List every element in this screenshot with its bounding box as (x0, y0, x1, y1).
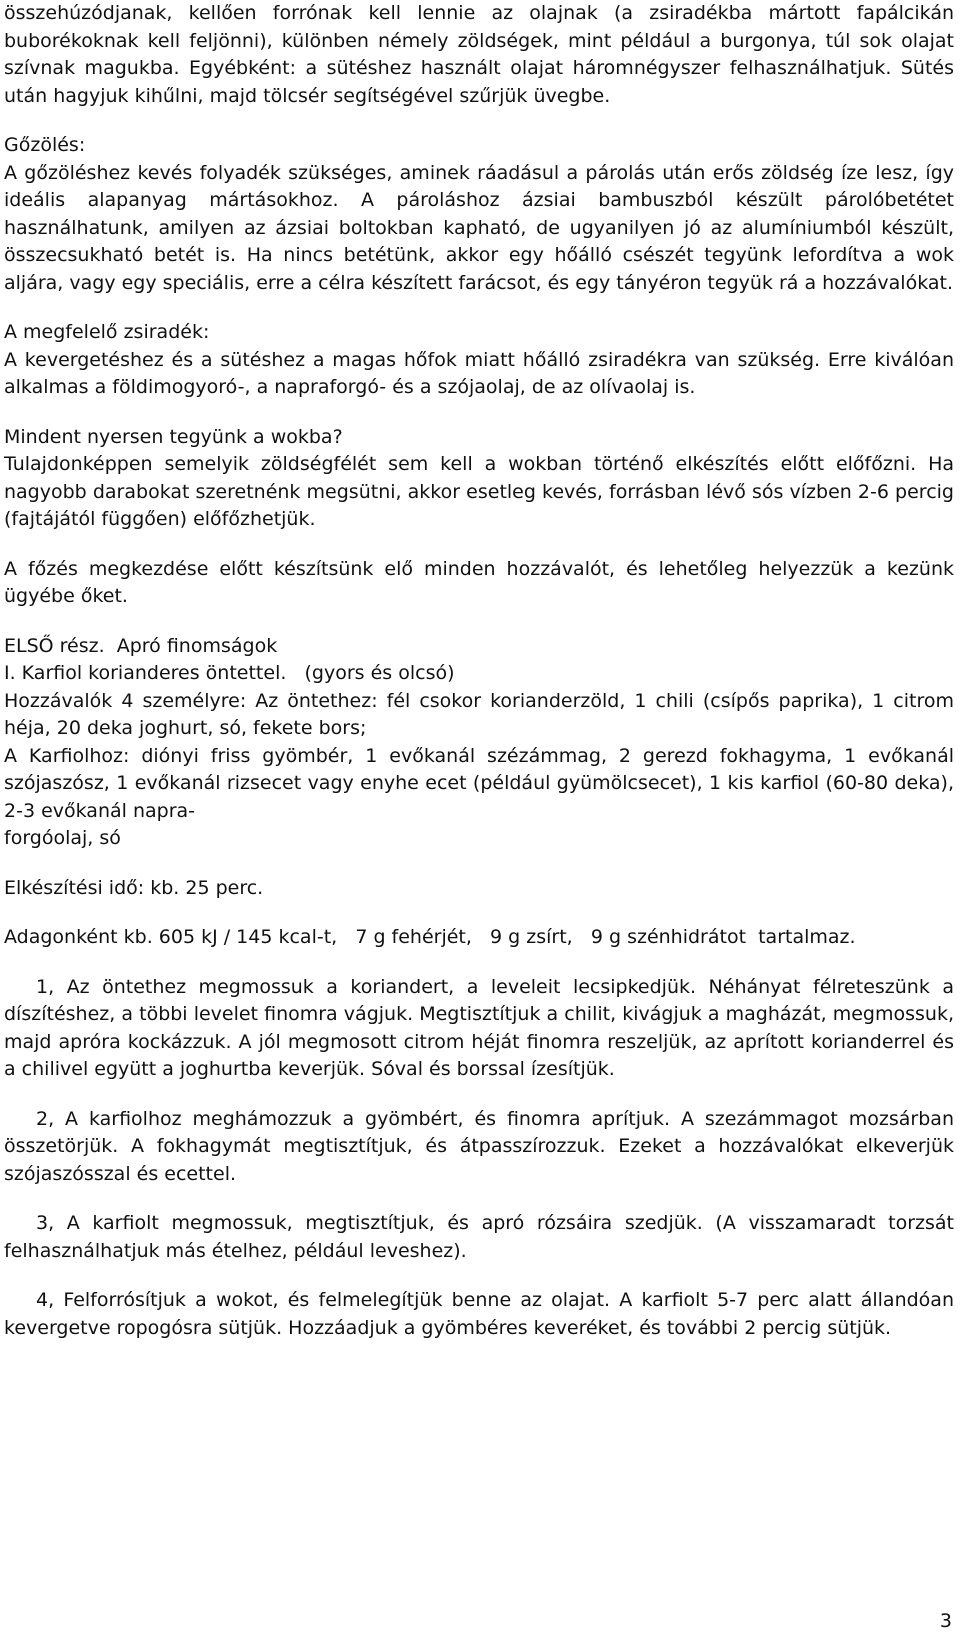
step-4: 4, Felforrósítjuk a wokot, és felmelegítjük benne az olajat. A karfiolt 5-7 perc alatt állandóan kevergetve ropogósra sütjük. Hozzáadjuk a gyömbéres keveréket, és további 2 percig sütjük. (4, 1289, 954, 1339)
raw-paragraph: Tulajdonképpen semelyik zöldségfélét sem kell a wokban történő elkészítés előtt előfőzni. Ha nagyobb darabokat szeretnénk megsütni, akkor esetleg kevés, forrásban lévő sós vízben 2-6 percig (fajtájától függően) előfőzhetjük. (4, 453, 954, 530)
prep-time: Elkészítési idő: kb. 25 perc. (4, 876, 264, 899)
ingredients-cauliflower-end: forgóolaj, só (4, 827, 121, 849)
page-number: 3 (939, 1610, 952, 1632)
step-2: 2, A karfiolhoz meghámozzuk a gyömbért, és finomra aprítjuk. A szezámmagot mozsárban összetörjük. A fokhagymát megtisztítjuk, és átpasszírozzuk. Ezeket a hozzávalókat elkeverjük szójaszósszal és ecettel. (4, 1107, 954, 1185)
fat-heading: A megfelelő zsiradék: (4, 321, 210, 343)
document-page (4, 0, 954, 1342)
prep-note: A főzés megkezdése előtt készítsünk elő minden hozzávalót, és lehetőleg helyezzük a kezünk ügyébe őket. (4, 557, 954, 607)
step-1: 1, Az öntethez megmossuk a koriandert, a leveleit lecsipkedjük. Néhányat félreteszünk a díszítéshez, a többi levelet finomra vágjuk. Megtisztítjuk a chilit, kivágjuk a magházát, megmossuk, majd apróra kockázzuk. A jól megmosott citrom héját finomra reszeljük, az aprított korianderrel és a chilivel együtt a joghurtba keverjük. Sóval és borssal ízesítjük. (4, 975, 954, 1080)
part-title: ELSŐ rész. Apró finomságok (4, 634, 278, 657)
raw-heading: Mindent nyersen tegyünk a wokba? (4, 425, 343, 448)
ingredients-sauce: Hozzávalók 4 személyre: Az öntethez: fél csokor korianderzöld, 1 chili (csípős paprika), 1 citrom héja, 20 deka joghurt, só, fekete bors; (4, 689, 954, 739)
steaming-paragraph: A gőzöléshez kevés folyadék szükséges, aminek ráadásul a párolás után erős zöldség íze lesz, így ideális alapanyag mártásokhoz. A pároláshoz ázsiai bambuszból készült párolóbetétet használhatunk, amilyen az ázsiai boltokban kapható, de ugyanilyen jó az alumíniumból készült, összecsukható betét is. Ha nincs betétünk, akkor egy hőálló csészét tegyünk lefordítva a wok aljára, vagy egy speciális, erre a célra készített farácsot, és egy tányéron tegyük rá a hozzávalókat. (4, 161, 954, 294)
ingredients-cauliflower: A Karfiolhoz: diónyi friss gyömbér, 1 evőkanál szézámmag, 2 gerezd fokhagyma, 1 evőkanál szójaszósz, 1 evőkanál rizsecet vagy enyhe ecet (például gyümölcsecet), 1 kis karfiol (60-80 deka), 2-3 evőkanál napra- (4, 744, 954, 822)
steaming-heading: Gőzölés: (4, 134, 86, 156)
dish-title: I. Karfiol korianderes öntettel. (gyors és olcsó) (4, 662, 455, 684)
fat-paragraph: A kevergetéshez és a sütéshez a magas hőfok miatt hőálló zsiradékra van szükség. Erre kiválóan alkalmas a földimogyoró-, a napraforgó- és a szójaolaj, de az olívaolaj is. (4, 348, 954, 398)
intro-paragraph: összehúzódjanak, kellően forrónak kell lennie az olajnak (a zsiradékba mártott fapálcikán buborékoknak kell feljönni), különben némely zöldségek, mint például a burgonya, túl sok olajat szívnak magukba. Egyébként: a sütéshez használt olajat háromnégyszer felhasználhatjuk. Sütés után hagyjuk kihűlni, majd tölcsér segítségével szűrjük üvegbe. (4, 2, 954, 107)
nutrition-info: Adagonként kb. 605 kJ / 145 kcal-t, 7 g fehérjét, 9 g zsírt, 9 g szénhidrátot tartalmaz. (4, 926, 856, 948)
step-3: 3, A karfiolt megmossuk, megtisztítjuk, és apró rózsáira szedjük. (A visszamaradt torzsát felhasználhatjuk más ételhez, például leveshez). (4, 1212, 954, 1262)
